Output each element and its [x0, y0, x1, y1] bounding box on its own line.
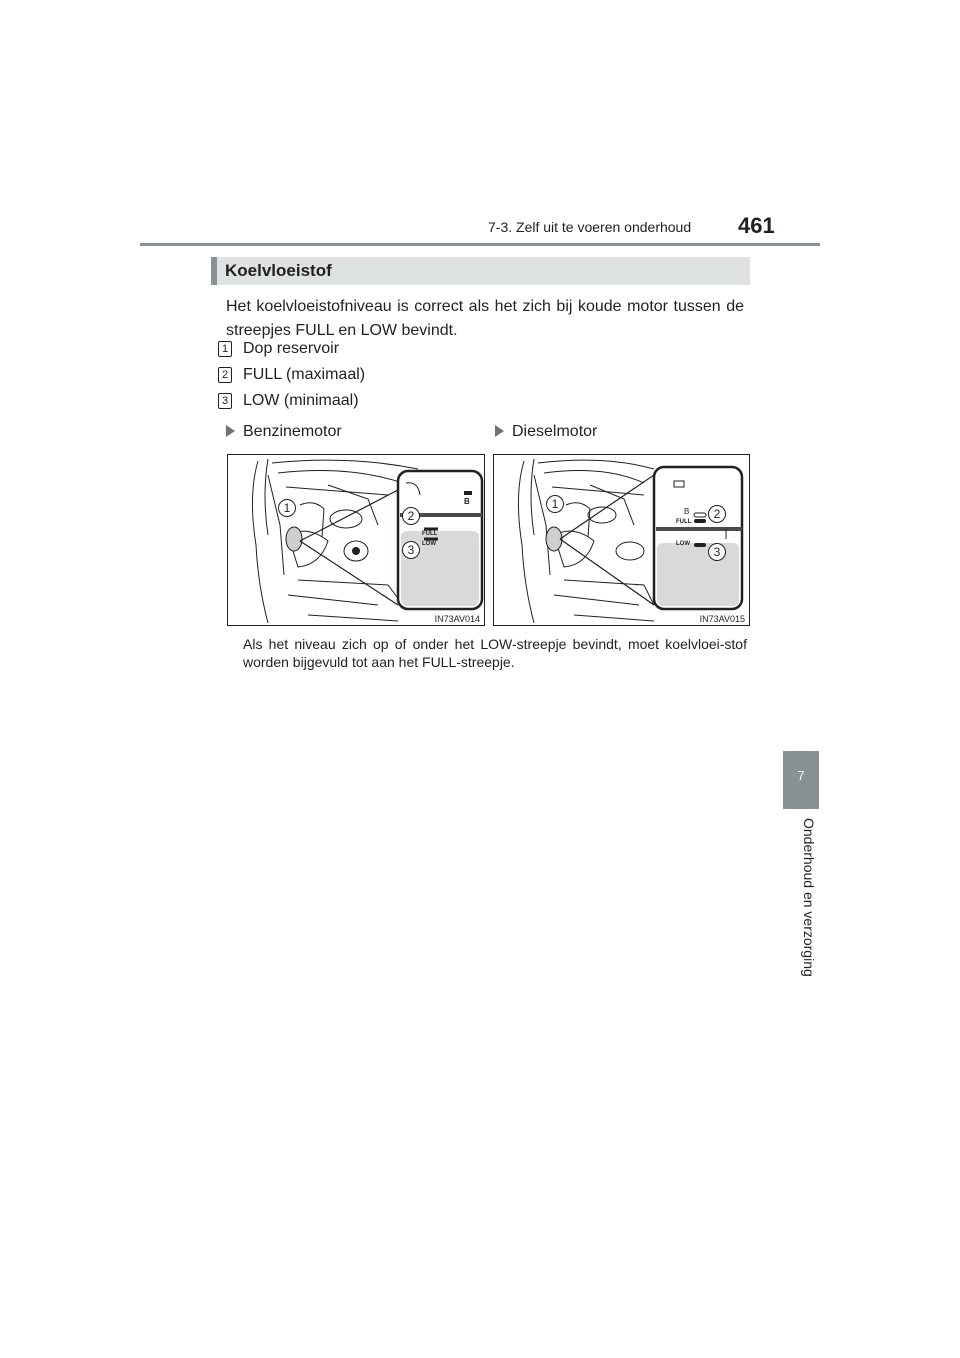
chapter-tab [783, 751, 819, 809]
callout-badge: 1 [546, 495, 564, 513]
figure-code: IN73AV014 [434, 614, 480, 624]
number-badge: 1 [218, 341, 232, 357]
callout-badge: 3 [708, 543, 726, 561]
mark-low-label: LOW [676, 541, 690, 547]
list-item-label: FULL (maximaal) [243, 366, 366, 383]
figure-diesel-engine [493, 454, 750, 626]
figure-petrol-engine [227, 454, 485, 626]
list-item-label: Dop reservoir [243, 340, 340, 357]
running-header-section: 7-3. Zelf uit te voeren onderhoud [488, 219, 692, 235]
mark-b-label: B [684, 507, 690, 516]
callout-badge: 2 [708, 505, 726, 523]
number-badge: 2 [218, 367, 232, 383]
figure-caption-petrol [226, 423, 342, 441]
callout-badge: 2 [402, 507, 420, 525]
refill-note: Als het niveau zich op of onder het LOW-streepje bevindt, moet koelvloei-stof worden bijgevuld tot aan het FULL-streepje. [243, 636, 747, 670]
figure-code: IN73AV015 [699, 614, 745, 624]
chapter-label: Onderhoud en verzorging [801, 818, 817, 977]
intro-paragraph: Het koelvloeistofniveau is correct als het zich bij koude motor tussen de streepjes FULL en LOW bevindt. [226, 298, 744, 339]
list-item-label: LOW (minimaal) [243, 392, 359, 409]
section-header [211, 257, 750, 285]
mark-low-label: LOW [422, 541, 436, 547]
header-rule [140, 243, 820, 246]
mark-full-label: FULL [422, 531, 438, 537]
callout-badge: 1 [278, 499, 296, 517]
mark-full-label: FULL [676, 519, 692, 525]
triangle-bullet-icon [226, 425, 235, 437]
caption-text: Benzinemotor [243, 423, 342, 440]
figure-caption-diesel [495, 423, 597, 441]
engine-bay-illustration [494, 455, 750, 626]
triangle-bullet-icon [495, 425, 504, 437]
page-number: 461 [738, 213, 775, 238]
section-title: Koelvloeistof [225, 261, 332, 280]
mark-b-label: B [464, 497, 470, 506]
callout-badge: 3 [402, 541, 420, 559]
engine-bay-illustration [228, 455, 485, 626]
section-accent-bar [211, 257, 217, 285]
caption-text: Dieselmotor [512, 423, 598, 440]
number-badge: 3 [218, 393, 232, 409]
chapter-number: 7 [797, 768, 805, 783]
